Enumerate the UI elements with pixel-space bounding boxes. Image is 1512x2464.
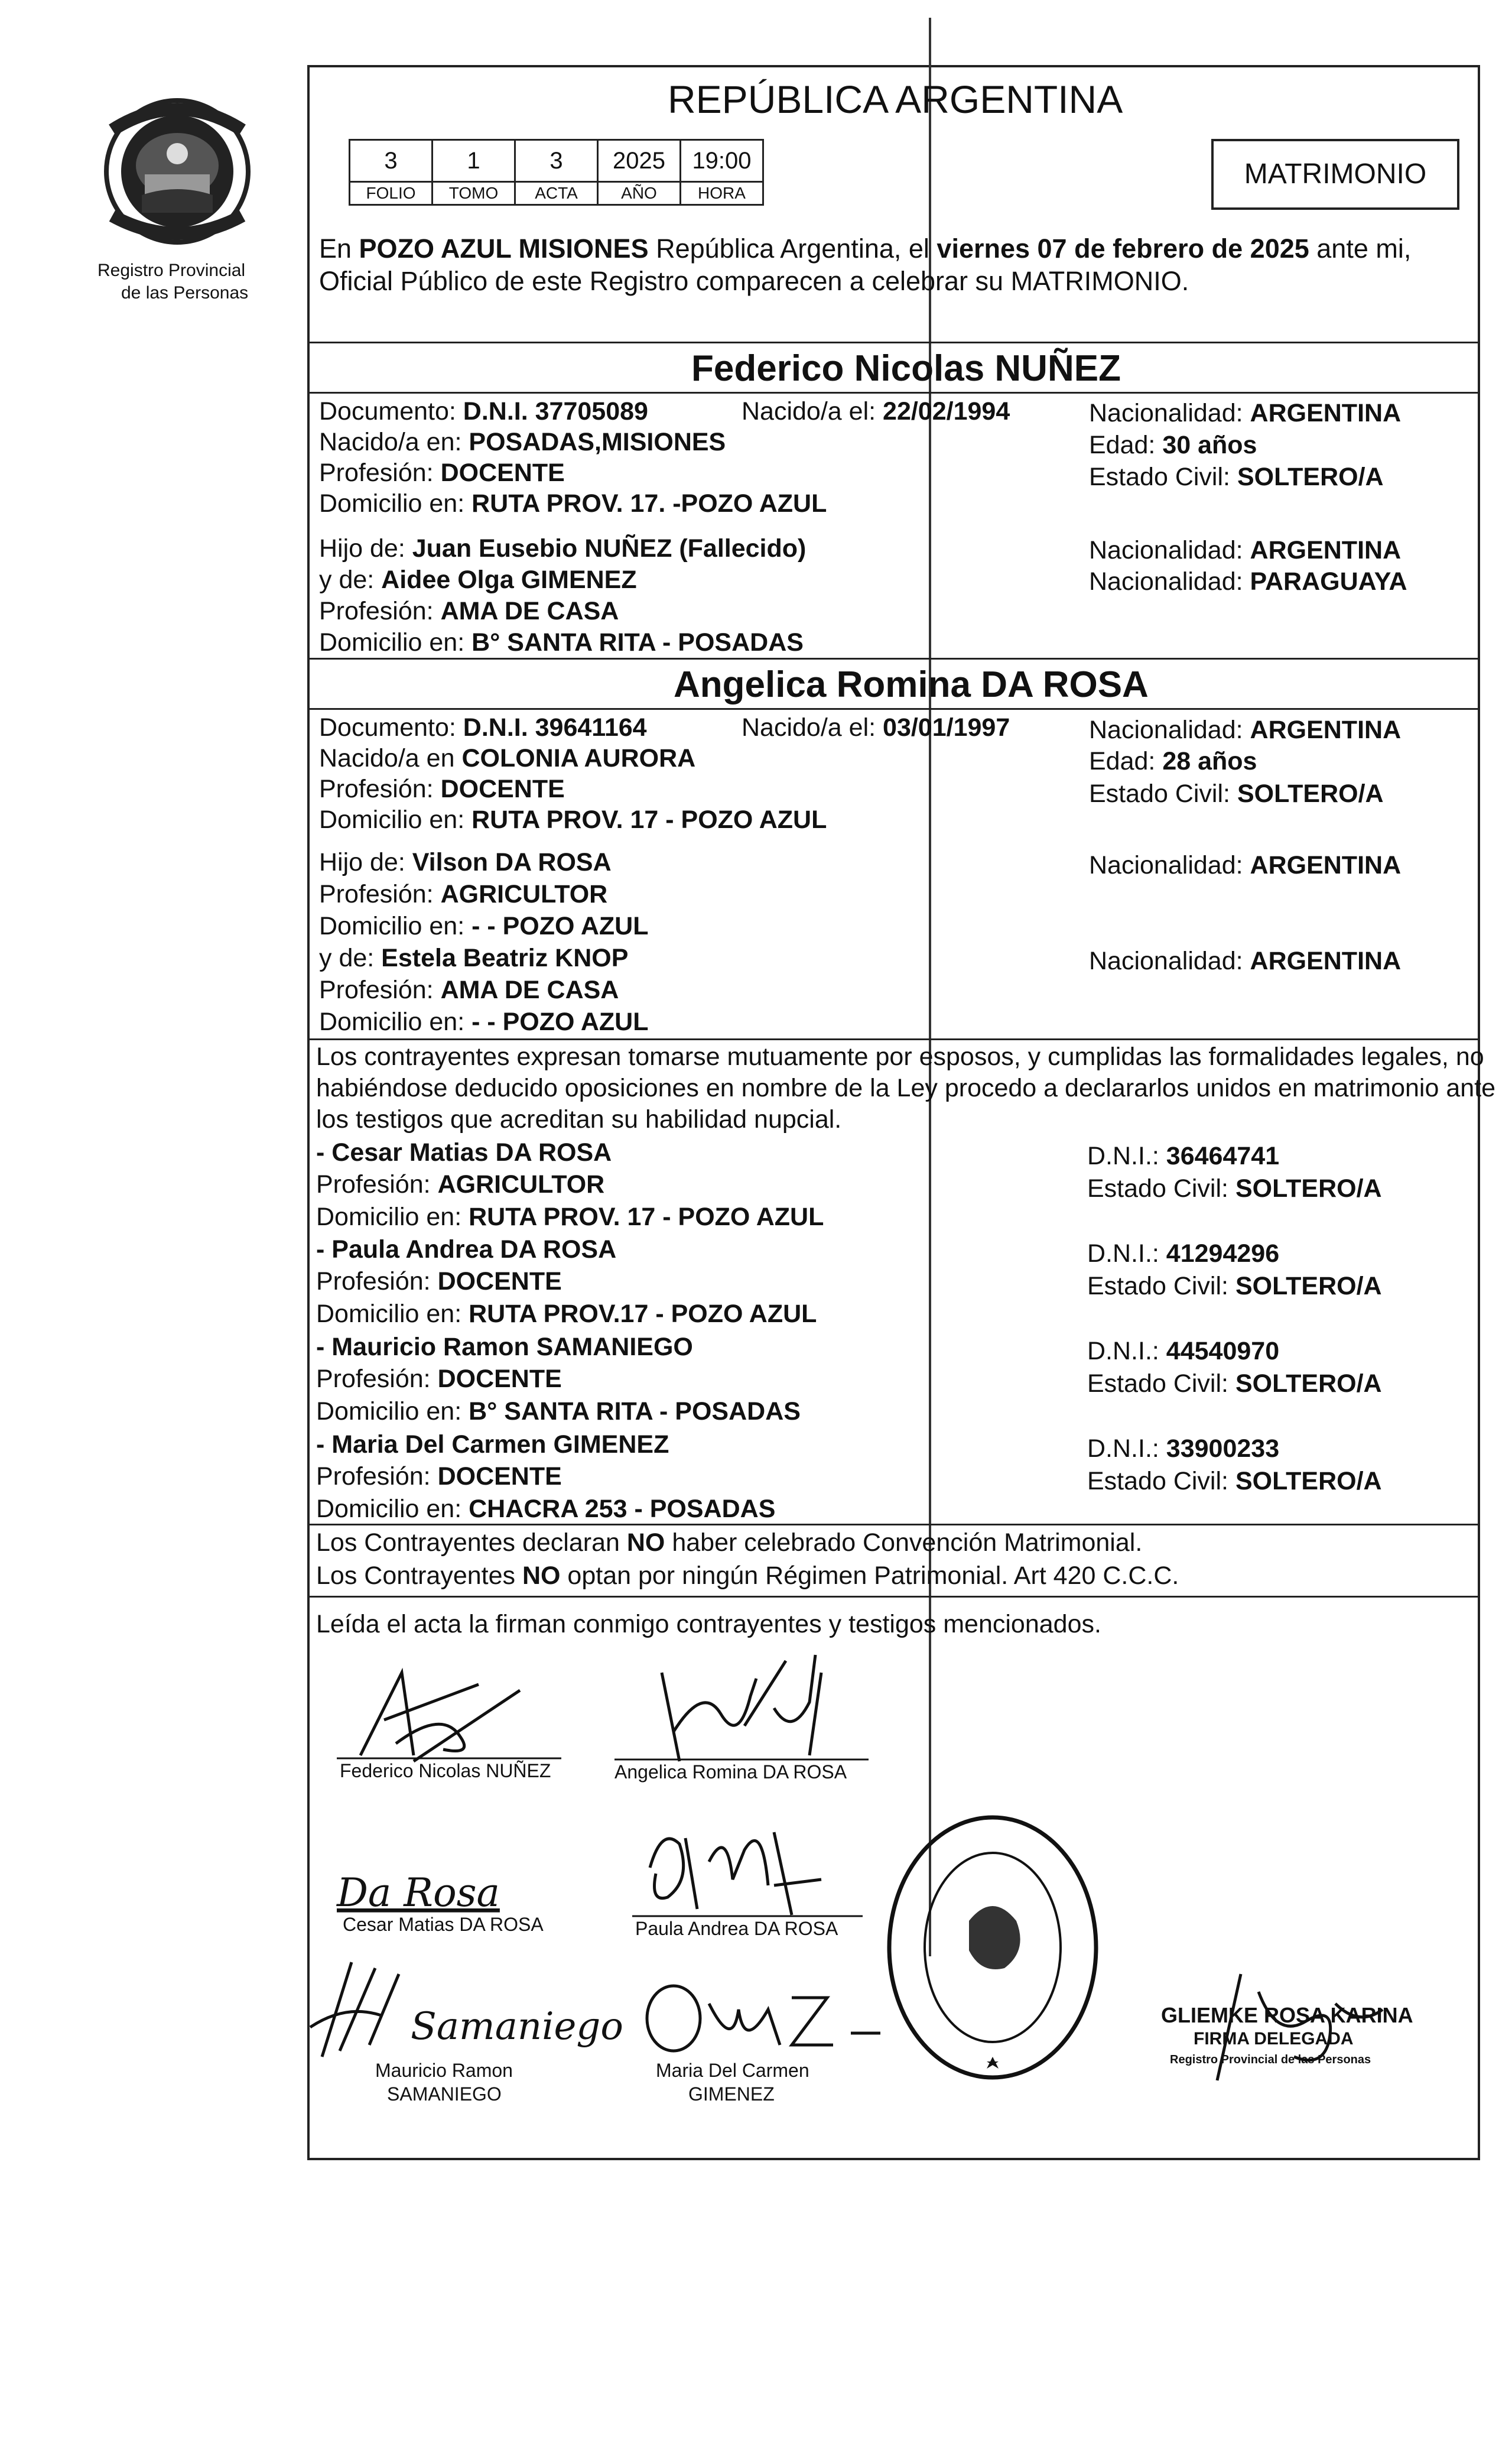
c2-birthplace: Nacido/a en COLONIA AURORA: [319, 744, 696, 772]
intro-line1: En POZO AZUL MISIONES República Argentina, el viernes 07 de febrero de 2025 ante mi,: [319, 233, 1412, 264]
c1-address: Domicilio en: RUTA PROV. 17. -POZO AZUL: [319, 489, 827, 518]
convention-line2: Los Contrayentes NO optan por ningún Régimen Patrimonial. Art 420 C.C.C.: [316, 1561, 1179, 1590]
witness4-addr: Domicilio en: CHACRA 253 - POSADAS: [316, 1495, 776, 1523]
witness3-prof: Profesión: DOCENTE: [316, 1365, 562, 1393]
signature-maria-label2: GIMENEZ: [688, 2083, 775, 2105]
witness1-prof: Profesión: AGRICULTOR: [316, 1170, 605, 1199]
anio-value: 2025: [598, 140, 681, 182]
signature-angelica: [609, 1637, 880, 1791]
witness1-dni: D.N.I.: 36464741: [1087, 1142, 1280, 1170]
signature-mauricio: [298, 1956, 623, 2110]
witness2-civil: Estado Civil: SOLTERO/A: [1087, 1272, 1382, 1300]
signature-angelica-label: Angelica Romina DA ROSA: [614, 1761, 847, 1783]
registry-logo: [89, 95, 266, 254]
registrar-title: FIRMA DELEGADA: [1194, 2029, 1354, 2049]
logo-caption-line1: Registro Provincial: [97, 261, 246, 280]
closing-text: Leída el acta la firman conmigo contrayentes y testigos mencionados.: [316, 1610, 1101, 1638]
c2-document: Documento: D.N.I. 39641164: [319, 713, 647, 742]
c2-father-nat: Nacionalidad: ARGENTINA: [1089, 851, 1402, 879]
c1-profession: Profesión: DOCENTE: [319, 459, 565, 487]
signature-mauricio-label2: SAMANIEGO: [387, 2083, 502, 2105]
c2-father: Hijo de: Vilson DA ROSA: [319, 848, 612, 876]
c2-civil: Estado Civil: SOLTERO/A: [1089, 780, 1384, 808]
official-stamp: [880, 1809, 1105, 2086]
c1-father-nat: Nacionalidad: ARGENTINA: [1089, 536, 1402, 564]
witness2-name: - Paula Andrea DA ROSA: [316, 1235, 617, 1264]
contrayente2-name: Angelica Romina DA ROSA: [674, 664, 1149, 705]
divider-conventions: [307, 1524, 1480, 1525]
c1-age: Edad: 30 años: [1089, 431, 1257, 459]
signature-cesar-label: Cesar Matias DA ROSA: [343, 1914, 544, 1935]
witness3-dni: D.N.I.: 44540970: [1087, 1337, 1280, 1365]
act-type: MATRIMONIO: [1244, 158, 1427, 190]
signature-paula: [626, 1814, 874, 1944]
contrayente1-name: Federico Nicolas NUÑEZ: [691, 348, 1121, 389]
hora-value: 19:00: [681, 140, 763, 182]
divider-header: [307, 342, 1480, 343]
witness1-civil: Estado Civil: SOLTERO/A: [1087, 1174, 1382, 1203]
witness2-dni: D.N.I.: 41294296: [1087, 1239, 1280, 1268]
registrar-office: Registro Provincial de las Personas: [1170, 2053, 1371, 2066]
c2-mother-prof: Profesión: AMA DE CASA: [319, 976, 619, 1004]
c1-father: Hijo de: Juan Eusebio NUÑEZ (Fallecido): [319, 534, 807, 563]
witness2-addr: Domicilio en: RUTA PROV.17 - POZO AZUL: [316, 1300, 817, 1328]
c2-mother: y de: Estela Beatriz KNOP: [319, 944, 629, 972]
declaration-line1: Los contrayentes expresan tomarse mutuamente por esposos, y cumplidas las formalidades legales, no: [316, 1043, 1484, 1071]
signature-mauricio-script: Samaniego: [411, 2005, 623, 2049]
act-type-box: [1211, 139, 1459, 210]
witness3-addr: Domicilio en: B° SANTA RITA - POSADAS: [316, 1397, 801, 1426]
anio-label: AÑO: [598, 182, 681, 205]
divider-c2-top: [307, 658, 1480, 660]
c1-mother-prof: Profesión: AMA DE CASA: [319, 597, 619, 625]
witness4-prof: Profesión: DOCENTE: [316, 1462, 562, 1491]
witness4-dni: D.N.I.: 33900233: [1087, 1434, 1280, 1463]
declaration-line3: los testigos que acreditan su habilidad nupcial.: [316, 1105, 842, 1134]
witness1-name: - Cesar Matias DA ROSA: [316, 1138, 612, 1167]
acta-label: ACTA: [515, 182, 598, 205]
witness3-name: - Mauricio Ramon SAMANIEGO: [316, 1333, 693, 1361]
convention-line1: Los Contrayentes declaran NO haber celebrado Convención Matrimonial.: [316, 1528, 1143, 1557]
c2-father-addr: Domicilio en: - - POZO AZUL: [319, 912, 649, 940]
c2-nationality: Nacionalidad: ARGENTINA: [1089, 716, 1402, 744]
hora-label: HORA: [681, 182, 763, 205]
c1-nationality: Nacionalidad: ARGENTINA: [1089, 399, 1402, 427]
signature-mauricio-label1: Mauricio Ramon: [375, 2060, 513, 2081]
witness4-name: - Maria Del Carmen GIMENEZ: [316, 1430, 669, 1459]
c1-parents-addr: Domicilio en: B° SANTA RITA - POSADAS: [319, 628, 804, 657]
divider-c1: [307, 392, 1480, 394]
divider-closing: [307, 1596, 1480, 1598]
registrar-name: GLIEMKE ROSA KARINA: [1161, 2003, 1413, 2027]
c2-mother-addr: Domicilio en: - - POZO AZUL: [319, 1008, 649, 1036]
witness4-civil: Estado Civil: SOLTERO/A: [1087, 1467, 1382, 1495]
acta-value: 3: [515, 140, 598, 182]
c1-born: Nacido/a el: 22/02/1994: [742, 397, 1010, 426]
folio-table: [349, 139, 764, 206]
divider-c2: [307, 708, 1480, 710]
declaration-line2: habiéndose deducido oposiciones en nombre de la Ley procedo a declararlos unidos en matrimonio ante: [316, 1074, 1496, 1102]
witness3-civil: Estado Civil: SOLTERO/A: [1087, 1369, 1382, 1398]
c1-birthplace: Nacido/a en: POSADAS,MISIONES: [319, 428, 726, 456]
intro-line2: Oficial Público de este Registro comparecen a celebrar su MATRIMONIO.: [319, 266, 1189, 296]
c2-born: Nacido/a el: 03/01/1997: [742, 713, 1010, 742]
c2-profession: Profesión: DOCENTE: [319, 775, 565, 803]
c2-mother-nat: Nacionalidad: ARGENTINA: [1089, 947, 1402, 975]
divider-declaration: [307, 1038, 1480, 1040]
signature-maria: [638, 1986, 886, 2110]
tomo-value: 1: [433, 140, 515, 182]
country-title: REPÚBLICA ARGENTINA: [668, 77, 1123, 121]
c1-document: Documento: D.N.I. 37705089: [319, 397, 648, 426]
signature-cesar: [325, 1850, 573, 1950]
svg-text:Da Rosa: Da Rosa: [337, 1870, 500, 1916]
c2-father-prof: Profesión: AGRICULTOR: [319, 880, 608, 908]
signature-federico: [325, 1637, 573, 1791]
c2-age: Edad: 28 años: [1089, 747, 1257, 775]
witness2-prof: Profesión: DOCENTE: [316, 1267, 562, 1296]
logo-caption-line2: de las Personas: [121, 283, 249, 303]
registrar-signature: [1158, 1968, 1436, 2086]
c1-civil: Estado Civil: SOLTERO/A: [1089, 463, 1384, 491]
c1-mother: y de: Aidee Olga GIMENEZ: [319, 566, 637, 594]
witness1-addr: Domicilio en: RUTA PROV. 17 - POZO AZUL: [316, 1203, 824, 1231]
folio-value: 3: [350, 140, 433, 182]
c2-address: Domicilio en: RUTA PROV. 17 - POZO AZUL: [319, 806, 827, 834]
tomo-label: TOMO: [433, 182, 515, 205]
signature-federico-label: Federico Nicolas NUÑEZ: [340, 1760, 551, 1781]
fold-line: [929, 18, 931, 1956]
signature-paula-label: Paula Andrea DA ROSA: [635, 1918, 838, 1939]
signature-maria-label1: Maria Del Carmen: [656, 2060, 809, 2081]
folio-label: FOLIO: [350, 182, 433, 205]
c1-mother-nat: Nacionalidad: PARAGUAYA: [1089, 567, 1407, 596]
